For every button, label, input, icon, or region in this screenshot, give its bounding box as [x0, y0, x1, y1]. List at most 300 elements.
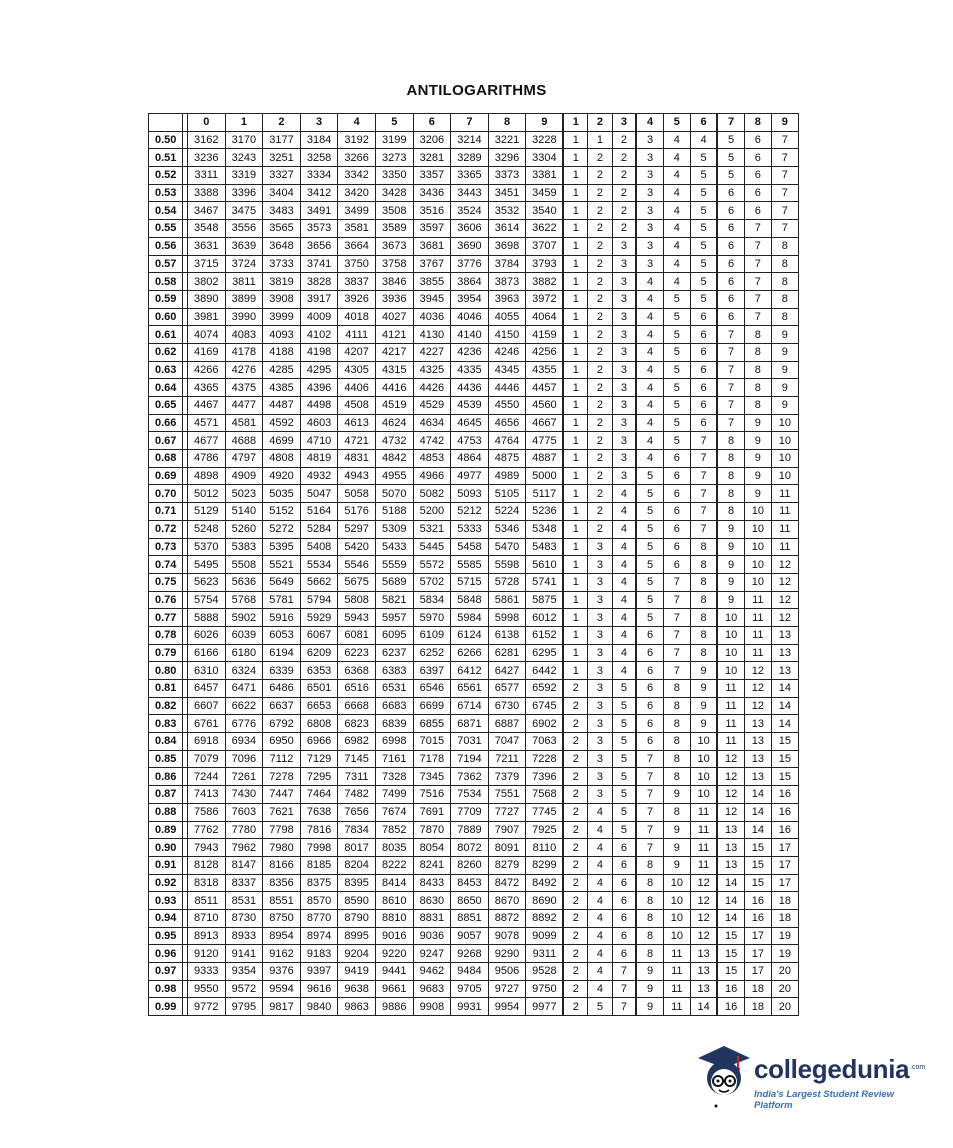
- antilog-value-cell: 5861: [488, 591, 526, 609]
- mean-difference-cell: 5: [636, 538, 663, 556]
- mean-difference-cell: 5: [690, 149, 717, 167]
- table-row: [149, 874, 799, 892]
- mean-difference-cell: 10: [663, 927, 690, 945]
- logo-tagline: India's Largest Student Review Platform: [754, 1089, 895, 1111]
- row-label: 0.87: [149, 786, 183, 804]
- mean-difference-cell: 20: [771, 998, 798, 1016]
- mean-difference-cell: 10: [690, 786, 717, 804]
- mean-difference-cell: 6: [690, 343, 717, 361]
- mean-difference-cell: 5: [612, 750, 636, 768]
- antilog-value-cell: 7278: [263, 768, 301, 786]
- antilog-value-cell: 6412: [451, 662, 489, 680]
- antilog-value-cell: 4266: [188, 361, 226, 379]
- mean-difference-cell: 10: [744, 556, 771, 574]
- mean-difference-cell: 5: [612, 768, 636, 786]
- antilog-value-cell: 8790: [338, 909, 376, 927]
- antilog-value-cell: 6368: [338, 662, 376, 680]
- antilog-value-cell: 6637: [263, 697, 301, 715]
- antilog-value-cell: 5082: [413, 485, 451, 503]
- mean-difference-cell: 3: [636, 237, 663, 255]
- antilog-value-cell: 5598: [488, 556, 526, 574]
- mean-difference-cell: 6: [663, 520, 690, 538]
- antilog-value-cell: 4236: [451, 343, 489, 361]
- mean-difference-cell: 16: [771, 821, 798, 839]
- antilog-value-cell: 6109: [413, 626, 451, 644]
- mean-difference-cell: 2: [588, 432, 612, 450]
- antilog-value-cell: 3443: [451, 184, 489, 202]
- table-row: [149, 715, 799, 733]
- antilog-value-cell: 5546: [338, 556, 376, 574]
- table-row: [149, 786, 799, 804]
- antilog-value-cell: 7638: [300, 803, 338, 821]
- mean-difference-cell: 7: [771, 184, 798, 202]
- table-row: [149, 963, 799, 981]
- row-label: 0.94: [149, 909, 183, 927]
- mean-difference-cell: 6: [663, 503, 690, 521]
- antilog-value-cell: 9462: [413, 963, 451, 981]
- antilog-value-cell: 9840: [300, 998, 338, 1016]
- antilog-value-cell: 5483: [526, 538, 564, 556]
- table-row: [149, 980, 799, 998]
- table-row: [149, 609, 799, 627]
- mean-difference-cell: 6: [690, 379, 717, 397]
- antilog-value-cell: 5702: [413, 573, 451, 591]
- mean-difference-cell: 11: [717, 733, 744, 751]
- mean-difference-cell: 2: [612, 220, 636, 238]
- mean-difference-cell: 1: [563, 397, 587, 415]
- antilog-value-cell: 8337: [225, 874, 263, 892]
- mean-difference-cell: 15: [744, 856, 771, 874]
- mean-difference-cell: 8: [690, 591, 717, 609]
- mean-difference-cell: 3: [612, 361, 636, 379]
- mean-difference-cell: 8: [717, 450, 744, 468]
- antilog-value-cell: 3873: [488, 273, 526, 291]
- antilog-value-cell: 6252: [413, 644, 451, 662]
- antilog-value-cell: 5058: [338, 485, 376, 503]
- row-label: 0.82: [149, 697, 183, 715]
- antilog-value-cell: 6934: [225, 733, 263, 751]
- mean-difference-cell: 9: [690, 662, 717, 680]
- mean-difference-cell: 8: [717, 467, 744, 485]
- antilog-value-cell: 3334: [300, 167, 338, 185]
- antilog-value-cell: 4764: [488, 432, 526, 450]
- mean-difference-cell: 4: [663, 184, 690, 202]
- antilog-value-cell: 3890: [188, 290, 226, 308]
- mean-difference-cell: 9: [771, 397, 798, 415]
- mean-difference-cell: 10: [771, 467, 798, 485]
- mean-difference-cell: 9: [636, 980, 663, 998]
- antilog-value-cell: 6166: [188, 644, 226, 662]
- mean-difference-cell: 4: [636, 414, 663, 432]
- mean-difference-cell: 9: [771, 361, 798, 379]
- antilog-value-cell: 3707: [526, 237, 564, 255]
- table-row: [149, 821, 799, 839]
- antilog-value-cell: 5495: [188, 556, 226, 574]
- antilog-value-cell: 3741: [300, 255, 338, 273]
- antilog-value-cell: 5200: [413, 503, 451, 521]
- antilog-value-cell: 3289: [451, 149, 489, 167]
- mean-difference-cell: 6: [612, 909, 636, 927]
- antilog-value-cell: 3767: [413, 255, 451, 273]
- mean-difference-cell: 3: [588, 644, 612, 662]
- mean-difference-cell: 7: [744, 220, 771, 238]
- antilog-value-cell: 6902: [526, 715, 564, 733]
- antilog-value-cell: 9550: [188, 980, 226, 998]
- antilog-value-cell: 4819: [300, 450, 338, 468]
- mean-difference-cell: 3: [636, 167, 663, 185]
- table-row: [149, 432, 799, 450]
- mean-difference-cell: 15: [717, 945, 744, 963]
- antilog-value-cell: 8472: [488, 874, 526, 892]
- antilog-value-cell: 3908: [263, 290, 301, 308]
- mean-difference-cell: 4: [663, 237, 690, 255]
- mean-difference-cell: 9: [771, 343, 798, 361]
- antilog-value-cell: 8730: [225, 909, 263, 927]
- table-row: [149, 856, 799, 874]
- antilog-table: [148, 113, 799, 1016]
- mean-difference-cell: 5: [690, 220, 717, 238]
- header-main-digit: 1: [225, 114, 263, 132]
- antilog-value-cell: 6966: [300, 733, 338, 751]
- mean-difference-cell: 10: [663, 874, 690, 892]
- mean-difference-cell: 18: [771, 909, 798, 927]
- antilog-value-cell: 4508: [338, 397, 376, 415]
- mean-difference-cell: 12: [771, 573, 798, 591]
- mean-difference-cell: 1: [563, 626, 587, 644]
- antilog-value-cell: 3258: [300, 149, 338, 167]
- mean-difference-cell: 5: [717, 131, 744, 149]
- mean-difference-cell: 1: [563, 326, 587, 344]
- mean-difference-cell: 7: [717, 326, 744, 344]
- row-label: 0.59: [149, 290, 183, 308]
- mean-difference-cell: 1: [563, 662, 587, 680]
- antilog-value-cell: 6194: [263, 644, 301, 662]
- mean-difference-cell: 2: [588, 503, 612, 521]
- antilog-value-cell: 7447: [263, 786, 301, 804]
- mean-difference-cell: 1: [563, 308, 587, 326]
- mean-difference-cell: 3: [636, 202, 663, 220]
- mean-difference-cell: 6: [663, 467, 690, 485]
- antilog-value-cell: 4797: [225, 450, 263, 468]
- antilog-value-cell: 3170: [225, 131, 263, 149]
- mean-difference-cell: 4: [663, 149, 690, 167]
- mean-difference-cell: 1: [563, 485, 587, 503]
- table-row: [149, 644, 799, 662]
- antilog-value-cell: 7780: [225, 821, 263, 839]
- antilog-value-cell: 4677: [188, 432, 226, 450]
- antilog-value-cell: 5093: [451, 485, 489, 503]
- mean-difference-cell: 6: [612, 927, 636, 945]
- antilog-value-cell: 4831: [338, 450, 376, 468]
- mean-difference-cell: 3: [612, 273, 636, 291]
- antilog-value-cell: 9441: [375, 963, 413, 981]
- antilog-value-cell: 8375: [300, 874, 338, 892]
- table-row: [149, 909, 799, 927]
- antilog-value-cell: 6531: [375, 680, 413, 698]
- antilog-value-cell: 8222: [375, 856, 413, 874]
- mean-difference-cell: 4: [663, 220, 690, 238]
- row-label: 0.70: [149, 485, 183, 503]
- antilog-value-cell: 6561: [451, 680, 489, 698]
- antilog-value-cell: 9419: [338, 963, 376, 981]
- antilog-value-cell: 4955: [375, 467, 413, 485]
- antilog-value-cell: 9661: [375, 980, 413, 998]
- antilog-value-cell: 9772: [188, 998, 226, 1016]
- antilog-value-cell: 7980: [263, 839, 301, 857]
- antilog-value-cell: 8710: [188, 909, 226, 927]
- table-row: [149, 326, 799, 344]
- mean-difference-cell: 7: [690, 450, 717, 468]
- antilog-value-cell: 7015: [413, 733, 451, 751]
- mean-difference-cell: 2: [588, 414, 612, 432]
- table-row: [149, 945, 799, 963]
- antilog-value-cell: 3589: [375, 220, 413, 238]
- row-label: 0.75: [149, 573, 183, 591]
- mean-difference-cell: 5: [717, 149, 744, 167]
- mean-difference-cell: 6: [717, 273, 744, 291]
- antilog-value-cell: 6823: [338, 715, 376, 733]
- antilog-value-cell: 8299: [526, 856, 564, 874]
- antilog-value-cell: 5875: [526, 591, 564, 609]
- antilog-value-cell: 3177: [263, 131, 301, 149]
- mean-difference-cell: 4: [588, 856, 612, 874]
- mean-difference-cell: 4: [636, 273, 663, 291]
- table-row: [149, 998, 799, 1016]
- antilog-value-cell: 6501: [300, 680, 338, 698]
- antilog-value-cell: 5623: [188, 573, 226, 591]
- antilog-value-cell: 8531: [225, 892, 263, 910]
- antilog-value-cell: 6871: [451, 715, 489, 733]
- antilog-value-cell: 3784: [488, 255, 526, 273]
- antilog-value-cell: 9397: [300, 963, 338, 981]
- mean-difference-cell: 14: [717, 909, 744, 927]
- mean-difference-cell: 3: [612, 397, 636, 415]
- mean-difference-cell: 11: [717, 680, 744, 698]
- antilog-value-cell: 5916: [263, 609, 301, 627]
- antilog-value-cell: 6486: [263, 680, 301, 698]
- mean-difference-cell: 5: [636, 503, 663, 521]
- antilog-value-cell: 4207: [338, 343, 376, 361]
- mean-difference-cell: 5: [612, 697, 636, 715]
- mean-difference-cell: 11: [771, 485, 798, 503]
- mean-difference-cell: 1: [563, 273, 587, 291]
- mean-difference-cell: 1: [563, 220, 587, 238]
- mean-difference-cell: 2: [563, 874, 587, 892]
- antilog-value-cell: 5047: [300, 485, 338, 503]
- mean-difference-cell: 19: [771, 927, 798, 945]
- row-label: 0.81: [149, 680, 183, 698]
- antilog-value-cell: 5521: [263, 556, 301, 574]
- antilog-value-cell: 4732: [375, 432, 413, 450]
- antilog-value-cell: 6839: [375, 715, 413, 733]
- antilog-value-cell: 5998: [488, 609, 526, 627]
- mean-difference-cell: 2: [563, 803, 587, 821]
- antilog-value-cell: 7430: [225, 786, 263, 804]
- antilog-value-cell: 9484: [451, 963, 489, 981]
- mean-difference-cell: 6: [717, 308, 744, 326]
- antilog-value-cell: 3750: [338, 255, 376, 273]
- table-row: [149, 626, 799, 644]
- mean-difference-cell: 2: [563, 768, 587, 786]
- antilog-value-cell: 8872: [488, 909, 526, 927]
- table-header-row: [149, 114, 799, 132]
- mean-difference-cell: 6: [744, 131, 771, 149]
- antilog-value-cell: 3357: [413, 167, 451, 185]
- mean-difference-cell: 11: [717, 715, 744, 733]
- mean-difference-cell: 8: [663, 768, 690, 786]
- mean-difference-cell: 1: [563, 343, 587, 361]
- table-row: [149, 680, 799, 698]
- table-row: [149, 750, 799, 768]
- antilog-value-cell: 9886: [375, 998, 413, 1016]
- mean-difference-cell: 1: [563, 131, 587, 149]
- table-row: [149, 803, 799, 821]
- row-label: 0.98: [149, 980, 183, 998]
- mean-difference-cell: 5: [690, 202, 717, 220]
- mean-difference-cell: 1: [563, 450, 587, 468]
- table-row: [149, 184, 799, 202]
- antilog-value-cell: 9863: [338, 998, 376, 1016]
- mean-difference-cell: 13: [717, 821, 744, 839]
- antilog-value-cell: 8414: [375, 874, 413, 892]
- row-label: 0.65: [149, 397, 183, 415]
- row-label: 0.88: [149, 803, 183, 821]
- antilog-value-cell: 5000: [526, 467, 564, 485]
- mean-difference-cell: 5: [690, 290, 717, 308]
- antilog-value-cell: 8260: [451, 856, 489, 874]
- mean-difference-cell: 3: [612, 255, 636, 273]
- antilog-value-cell: 6792: [263, 715, 301, 733]
- antilog-value-cell: 3556: [225, 220, 263, 238]
- antilog-value-cell: 7362: [451, 768, 489, 786]
- antilog-value-cell: 9268: [451, 945, 489, 963]
- antilog-value-cell: 8054: [413, 839, 451, 857]
- table-row: [149, 131, 799, 149]
- mean-difference-cell: 5: [663, 361, 690, 379]
- antilog-value-cell: 6324: [225, 662, 263, 680]
- antilog-value-cell: 9817: [263, 998, 301, 1016]
- antilog-value-cell: 3802: [188, 273, 226, 291]
- mean-difference-cell: 14: [717, 874, 744, 892]
- mean-difference-cell: 15: [717, 927, 744, 945]
- mean-difference-cell: 10: [717, 662, 744, 680]
- antilog-value-cell: 7727: [488, 803, 526, 821]
- antilog-value-cell: 9908: [413, 998, 451, 1016]
- mean-difference-cell: 8: [771, 273, 798, 291]
- antilog-value-cell: 8851: [451, 909, 489, 927]
- antilog-value-cell: 3606: [451, 220, 489, 238]
- antilog-value-cell: 3639: [225, 237, 263, 255]
- antilog-value-cell: 5445: [413, 538, 451, 556]
- mean-difference-cell: 8: [690, 538, 717, 556]
- antilog-value-cell: 8072: [451, 839, 489, 857]
- mean-difference-cell: 8: [690, 573, 717, 591]
- mean-difference-cell: 8: [771, 290, 798, 308]
- antilog-value-cell: 7345: [413, 768, 451, 786]
- antilog-value-cell: 7063: [526, 733, 564, 751]
- mean-difference-cell: 20: [771, 980, 798, 998]
- header-mean-difference: 3: [612, 114, 636, 132]
- antilog-value-cell: 9572: [225, 980, 263, 998]
- table-row: [149, 202, 799, 220]
- antilog-value-cell: 3690: [451, 237, 489, 255]
- logo-wordmark: collegedunia: [754, 1054, 910, 1084]
- antilog-value-cell: 3532: [488, 202, 526, 220]
- antilog-value-cell: 4753: [451, 432, 489, 450]
- mean-difference-cell: 2: [588, 255, 612, 273]
- mean-difference-cell: 3: [612, 414, 636, 432]
- mean-difference-cell: 2: [588, 167, 612, 185]
- antilog-value-cell: 8630: [413, 892, 451, 910]
- antilog-value-cell: 4188: [263, 343, 301, 361]
- mean-difference-cell: 9: [717, 573, 744, 591]
- mean-difference-cell: 7: [636, 803, 663, 821]
- mean-difference-cell: 4: [636, 450, 663, 468]
- header-mean-difference: 6: [690, 114, 717, 132]
- antilog-value-cell: 8110: [526, 839, 564, 857]
- antilog-value-cell: 7396: [526, 768, 564, 786]
- mean-difference-cell: 14: [717, 892, 744, 910]
- mean-difference-cell: 3: [612, 379, 636, 397]
- antilog-value-cell: 4688: [225, 432, 263, 450]
- mean-difference-cell: 8: [690, 609, 717, 627]
- antilog-value-cell: 3698: [488, 237, 526, 255]
- antilog-value-cell: 4592: [263, 414, 301, 432]
- mean-difference-cell: 13: [744, 733, 771, 751]
- mean-difference-cell: 3: [612, 343, 636, 361]
- mean-difference-cell: 3: [588, 609, 612, 627]
- antilog-value-cell: 3228: [526, 131, 564, 149]
- mean-difference-cell: 10: [744, 538, 771, 556]
- antilog-value-cell: 4571: [188, 414, 226, 432]
- antilog-value-cell: 8974: [300, 927, 338, 945]
- antilog-value-cell: 4083: [225, 326, 263, 344]
- row-label: 0.71: [149, 503, 183, 521]
- mean-difference-cell: 1: [563, 538, 587, 556]
- antilog-value-cell: 4256: [526, 343, 564, 361]
- antilog-value-cell: 5383: [225, 538, 263, 556]
- mean-difference-cell: 5: [636, 591, 663, 609]
- antilog-value-cell: 4227: [413, 343, 451, 361]
- mean-difference-cell: 1: [563, 591, 587, 609]
- mean-difference-cell: 3: [636, 184, 663, 202]
- antilog-value-cell: 6237: [375, 644, 413, 662]
- antilog-value-cell: 4055: [488, 308, 526, 326]
- mean-difference-cell: 4: [636, 397, 663, 415]
- mean-difference-cell: 6: [636, 680, 663, 698]
- antilog-value-cell: 8128: [188, 856, 226, 874]
- mean-difference-cell: 8: [717, 432, 744, 450]
- mean-difference-cell: 10: [663, 909, 690, 927]
- antilog-value-cell: 8913: [188, 927, 226, 945]
- mean-difference-cell: 3: [612, 326, 636, 344]
- mean-difference-cell: 2: [563, 892, 587, 910]
- table-body: [149, 131, 799, 1015]
- mean-difference-cell: 12: [771, 556, 798, 574]
- antilog-value-cell: 3524: [451, 202, 489, 220]
- table-row: [149, 503, 799, 521]
- antilog-value-cell: 3404: [263, 184, 301, 202]
- antilog-value-cell: 4989: [488, 467, 526, 485]
- mean-difference-cell: 17: [771, 874, 798, 892]
- header-mean-difference: 1: [563, 114, 587, 132]
- mean-difference-cell: 10: [744, 573, 771, 591]
- table-row: [149, 768, 799, 786]
- antilog-value-cell: 3926: [338, 290, 376, 308]
- table-row: [149, 167, 799, 185]
- antilog-value-cell: 6081: [338, 626, 376, 644]
- antilog-value-cell: 7379: [488, 768, 526, 786]
